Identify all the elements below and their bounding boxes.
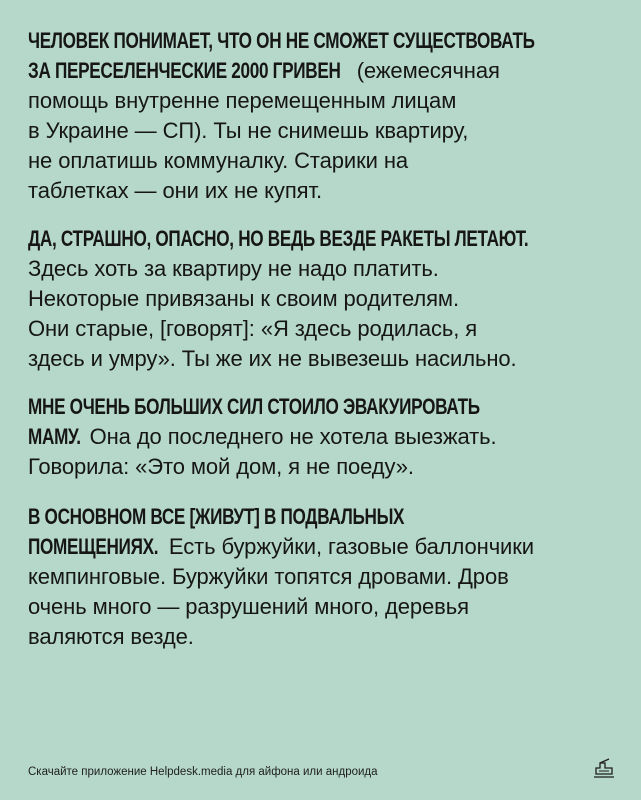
paragraph-lead-line [28,224,616,254]
paragraph-text: валяются везде. [28,624,194,649]
paragraph-text: здесь и умру». Ты же их не вывезешь насильно. [28,346,517,371]
paragraph-text: помощь внутренне перемещенным лицам [28,88,457,113]
paragraph-text: очень много — разрушений много, деревья [28,594,469,619]
paragraph-text: кемпинговые. Буржуйки топятся дровами. Дров [28,564,509,589]
paragraph-text: Некоторые привязаны к своим родителям. [28,286,459,311]
paragraph-lead-line [28,26,616,56]
paragraph-text: Есть буржуйки, газовые баллончики [162,534,534,559]
paragraph-text: Говорила: «Это мой дом, я не поеду». [28,454,414,479]
paragraph-1 [28,26,616,206]
paragraph-text: не оплатишь коммуналку. Старики на [28,148,409,173]
paragraph-text: (ежемесячная [350,58,500,83]
paragraph-3 [28,392,616,482]
paragraph-2 [28,224,616,374]
paragraph-lead-text: ЧЕЛОВЕК ПОНИМАЕТ, ЧТО ОН НЕ СМОЖЕТ СУЩЕСТВОВАТЬ [28,28,535,53]
paragraph-lead-text: МАМУ. [28,424,81,449]
paragraph-lead-text: ДА, СТРАШНО, ОПАСНО, НО ВЕДЬ ВЕЗДЕ РАКЕТЫ ЛЕТАЮТ. [28,226,529,251]
footer-app-promo[interactable]: Скачайте приложение Helpdesk.media для айфона или андроида [28,766,378,778]
paragraph-lead-text: МНЕ ОЧЕНЬ БОЛЬШИХ СИЛ СТОИЛО ЭВАКУИРОВАТЬ [28,394,480,419]
paragraph-lead-line [28,56,616,86]
paragraph-text: таблетках — они их не купят. [28,178,322,203]
paragraph-text: Они старые, [говорят]: «Я здесь родилась, я [28,316,478,341]
article-body [28,26,616,670]
paragraph-lead-text: ПОМЕЩЕНИЯХ. [28,534,159,559]
paragraph-lead-line [28,422,616,452]
paragraph-lead-text: В ОСНОВНОМ ВСЕ [ЖИВУТ] В ПОДВАЛЬНЫХ [28,504,405,529]
paragraph-text: Она до последнего не хотела выезжать. [83,424,497,449]
paragraph-lead-wrap [28,56,351,86]
paragraph-lead-text: ЗА ПЕРЕСЕЛЕНЧЕСКИЕ 2000 ГРИВЕН [28,58,341,83]
paragraph-text: в Украине — СП). Ты не снимешь квартиру, [28,118,469,143]
paragraph-lead-line [28,392,616,422]
paragraph-lead-line [28,532,616,562]
helpdesk-logo-icon[interactable] [591,758,617,780]
paragraph-text: Здесь хоть за квартиру не надо платить. [28,256,439,281]
paragraph-4 [28,502,616,652]
paragraph-lead-line [28,502,616,532]
